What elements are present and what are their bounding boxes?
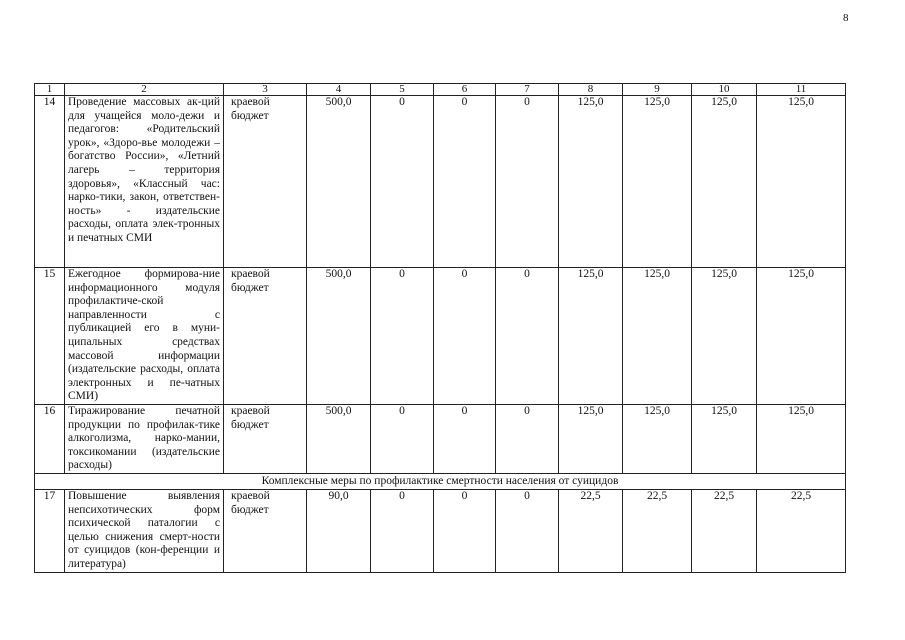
row-value: 0: [496, 404, 559, 473]
col-header: 7: [496, 84, 559, 96]
row-number: 14: [35, 96, 65, 268]
row-value: 500,0: [307, 404, 371, 473]
row-number: 17: [35, 489, 65, 572]
row-value: 125,0: [692, 268, 757, 405]
col-header: 5: [371, 84, 434, 96]
row-value: 125,0: [692, 404, 757, 473]
page-number: 8: [843, 12, 849, 24]
col-header: 2: [65, 84, 224, 96]
row-description: Проведение массовых ак-ций для учащейся моло-дежи и педагогов: «Родительский урок», «Здоро-вье молодежи – богатство России», «Летний лагерь – территория здоровья», «Классный час: нарко-тики, закон, ответствен-ность» - издательские расходы, оплата элек-тронных и печатных СМИ: [65, 96, 224, 268]
row-value: 125,0: [559, 268, 623, 405]
col-header: 4: [307, 84, 371, 96]
row-value: 0: [496, 96, 559, 268]
row-value: 125,0: [559, 96, 623, 268]
row-value: 0: [434, 96, 496, 268]
section-row: [35, 473, 846, 489]
row-value: 125,0: [623, 404, 692, 473]
row-funding-source: краевой бюджет: [224, 489, 307, 572]
col-header: 1: [35, 84, 65, 96]
row-description: Тиражирование печатной продукции по профилак-тике алкоголизма, нарко-мании, токсикомании (издательские расходы): [65, 404, 224, 473]
section-title: Комплексные меры по профилактике смертности населения от суицидов: [35, 473, 846, 489]
row-value: 125,0: [623, 96, 692, 268]
col-header: 8: [559, 84, 623, 96]
row-value: 0: [434, 404, 496, 473]
row-value: 125,0: [757, 404, 846, 473]
row-value: 90,0: [307, 489, 371, 572]
row-funding-source: краевой бюджет: [224, 96, 307, 268]
col-header: 11: [757, 84, 846, 96]
table-row: [35, 268, 846, 405]
row-funding-source: краевой бюджет: [224, 268, 307, 405]
row-value: 0: [371, 489, 434, 572]
row-value: 0: [496, 268, 559, 405]
row-value: 0: [371, 404, 434, 473]
row-value: 0: [496, 489, 559, 572]
row-value: 125,0: [623, 268, 692, 405]
table-row: [35, 404, 846, 473]
row-description: Повышение выявления непсихотических форм психической паталогии с целью снижения смерт-ности от суицидов (кон-ференции и литература): [65, 489, 224, 572]
col-header: 6: [434, 84, 496, 96]
row-number: 16: [35, 404, 65, 473]
row-value: 125,0: [757, 268, 846, 405]
row-value: 500,0: [307, 96, 371, 268]
row-value: 22,5: [757, 489, 846, 572]
col-header: 10: [692, 84, 757, 96]
row-value: 22,5: [623, 489, 692, 572]
table-row: [35, 489, 846, 572]
row-value: 0: [434, 268, 496, 405]
row-value: 125,0: [559, 404, 623, 473]
row-value: 22,5: [559, 489, 623, 572]
row-value: 0: [371, 268, 434, 405]
table-row: [35, 96, 846, 268]
col-header: 3: [224, 84, 307, 96]
row-number: 15: [35, 268, 65, 405]
budget-table: [34, 83, 846, 573]
row-value: 22,5: [692, 489, 757, 572]
col-header: 9: [623, 84, 692, 96]
row-value: 0: [434, 489, 496, 572]
row-description: Ежегодное формирова-ние информационного модуля профилактиче-ской направленности с публикацией его в муни-ципальных средствах массовой информации (издательские расходы, оплата электронных и пе-чатных СМИ): [65, 268, 224, 405]
row-value: 500,0: [307, 268, 371, 405]
row-value: 125,0: [692, 96, 757, 268]
row-value: 125,0: [757, 96, 846, 268]
column-number-row: [35, 84, 846, 96]
row-funding-source: краевой бюджет: [224, 404, 307, 473]
row-value: 0: [371, 96, 434, 268]
